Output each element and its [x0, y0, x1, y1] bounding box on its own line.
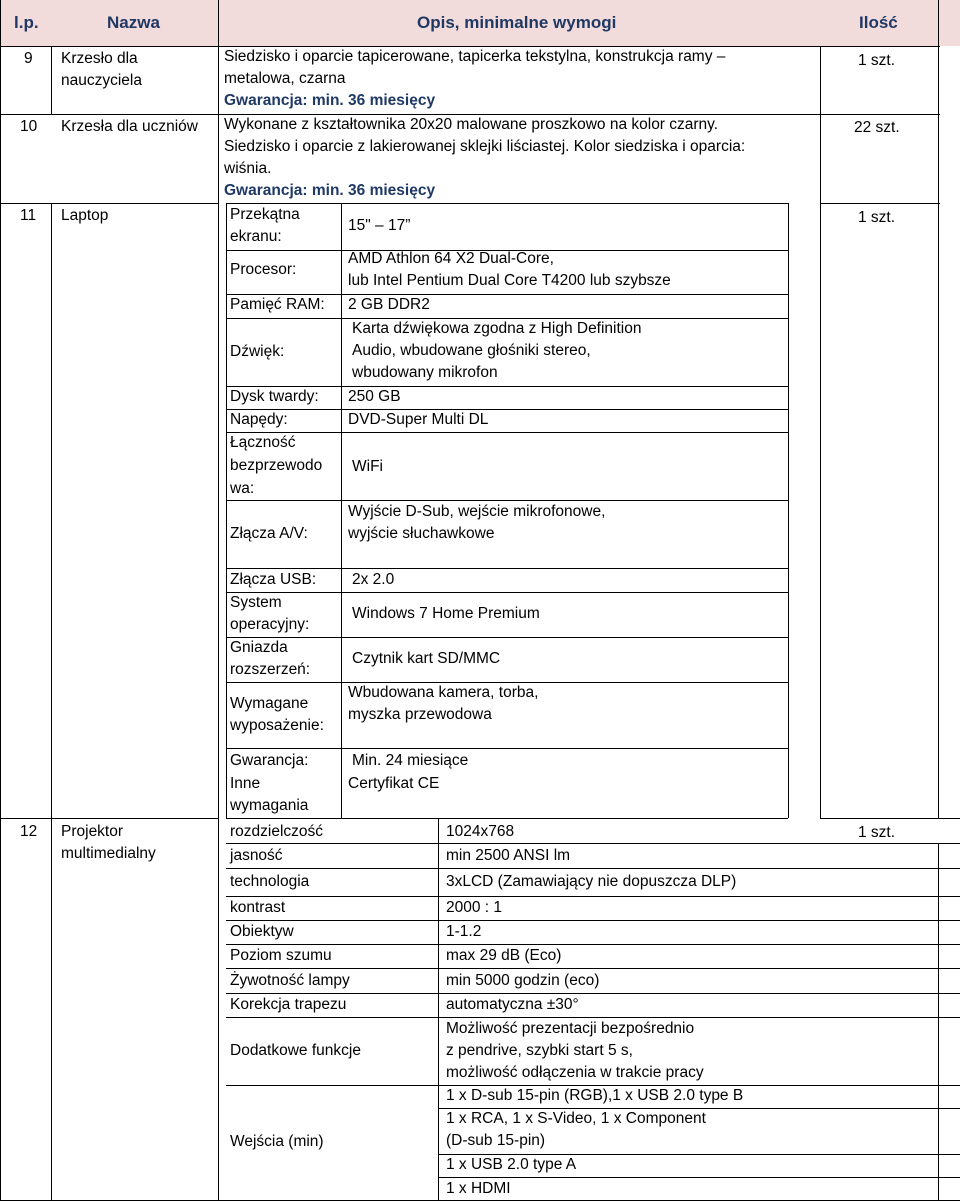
- row-number: 9: [24, 50, 33, 67]
- spec-value: Audio, wbudowane głośniki stereo,: [352, 342, 591, 359]
- spec-value: AMD Athlon 64 X2 Dual-Core,: [348, 250, 554, 267]
- spec-value: 1 x USB 2.0 type A: [446, 1156, 577, 1173]
- spec-value: myszka przewodowa: [348, 706, 492, 723]
- spec-value: 2000 : 1: [446, 899, 503, 916]
- item-qty: 22 szt.: [854, 119, 900, 136]
- item-desc: metalowa, czarna: [224, 70, 346, 87]
- spec-value: Windows 7 Home Premium: [352, 605, 540, 622]
- spec-value: Możliwość prezentacji bezpośrednio: [446, 1020, 695, 1037]
- spec-label: Pamięć RAM:: [230, 296, 325, 313]
- row-number: 10: [20, 118, 38, 135]
- spec-value: 1 x RCA, 1 x S-Video, 1 x Component: [446, 1110, 706, 1127]
- spec-label: wymagania: [230, 797, 309, 814]
- spec-value: Wbudowana kamera, torba,: [348, 684, 539, 701]
- item-name: nauczyciela: [61, 72, 142, 89]
- spec-label: kontrast: [230, 899, 286, 916]
- item-name: multimedialny: [61, 845, 156, 862]
- spec-value: 3xLCD (Zamawiający nie dopuszcza DLP): [446, 873, 737, 890]
- spec-value: 250 GB: [348, 388, 401, 405]
- spec-value: 1-1.2: [446, 923, 482, 940]
- header-lp: l.p.: [14, 13, 39, 32]
- spec-value: WiFi: [352, 458, 383, 475]
- spec-label: Obiektyw: [230, 923, 294, 940]
- spec-label: Przekątna: [230, 206, 300, 223]
- header-desc: Opis, minimalne wymogi: [417, 13, 617, 32]
- spec-label: rozdzielczość: [230, 823, 324, 840]
- item-desc: Siedzisko i oparcie z lakierowanej sklejki liściastej. Kolor siedziska i oparcia:: [224, 138, 746, 155]
- item-name: Laptop: [61, 207, 109, 224]
- spec-value: 1 x HDMI: [446, 1180, 511, 1197]
- spec-value: Certyfikat CE: [348, 775, 440, 792]
- spec-value: wyjście słuchawkowe: [348, 525, 495, 542]
- spec-value: DVD-Super Multi DL: [348, 411, 489, 428]
- spec-label: Gniazda: [230, 639, 288, 656]
- spec-value: Czytnik kart SD/MMC: [352, 650, 501, 667]
- spec-label: Korekcja trapezu: [230, 996, 347, 1013]
- spec-label: ekranu:: [230, 228, 282, 245]
- spec-label: wa:: [230, 480, 255, 497]
- spec-label: bezprzewodo: [230, 457, 323, 474]
- spec-label: Dysk twardy:: [230, 388, 319, 405]
- spec-value: Wyjście D-Sub, wejście mikrofonowe,: [348, 503, 606, 520]
- item-desc: Siedzisko i oparcie tapicerowane, tapicerka tekstylna, konstrukcja ramy –: [224, 48, 726, 65]
- spec-label: Wejścia (min): [230, 1133, 324, 1150]
- spec-value: 1 x D-sub 15-pin (RGB),1 x USB 2.0 type B: [446, 1087, 744, 1104]
- spec-value: min 2500 ANSI lm: [446, 847, 571, 864]
- header-qty: Ilość: [859, 13, 898, 32]
- item-warranty: Gwarancja: min. 36 miesięcy: [224, 92, 436, 109]
- item-desc: wiśnia.: [224, 160, 272, 177]
- spec-value: z pendrive, szybki start 5 s,: [446, 1042, 633, 1059]
- spec-label: Wymagane: [230, 695, 309, 712]
- spec-label: Żywotność lampy: [230, 972, 350, 989]
- spec-value: max 29 dB (Eco): [446, 947, 562, 964]
- spec-label: Dźwięk:: [230, 343, 285, 360]
- spec-value: 2x 2.0: [352, 571, 395, 588]
- spec-label: Dodatkowe funkcje: [230, 1042, 361, 1059]
- spec-label: Gwarancja:: [230, 752, 309, 769]
- spec-value: min 5000 godzin (eco): [446, 972, 600, 989]
- spec-value: 15" – 17”: [348, 217, 411, 234]
- spec-value: (D-sub 15-pin): [446, 1132, 546, 1149]
- row-number: 12: [20, 823, 38, 840]
- spec-value: automatyczna ±30°: [446, 996, 579, 1013]
- spec-value: lub Intel Pentium Dual Core T4200 lub szybsze: [348, 272, 671, 289]
- spec-value: 1024x768: [446, 823, 515, 840]
- header-name: Nazwa: [107, 13, 160, 32]
- spec-label: rozszerzeń:: [230, 661, 311, 678]
- spec-label: operacyjny:: [230, 616, 310, 633]
- item-qty: 1 szt.: [858, 209, 896, 226]
- spec-value: Min. 24 miesiące: [352, 752, 469, 769]
- spec-label: Złącza USB:: [230, 571, 317, 588]
- spec-label: Poziom szumu: [230, 947, 332, 964]
- item-qty: 1 szt.: [858, 824, 896, 841]
- spec-label: jasność: [230, 847, 283, 864]
- item-qty: 1 szt.: [858, 52, 896, 69]
- spec-value: 2 GB DDR2: [348, 296, 430, 313]
- spec-label: Łączność: [230, 434, 296, 451]
- item-desc: Wykonane z kształtownika 20x20 malowane proszkowo na kolor czarny.: [224, 116, 719, 133]
- spec-label: wyposażenie:: [230, 717, 324, 734]
- spec-label: Napędy:: [230, 411, 288, 428]
- item-warranty: Gwarancja: min. 36 miesięcy: [224, 182, 436, 199]
- table-header: [0, 0, 960, 46]
- spec-value: wbudowany mikrofon: [352, 364, 498, 381]
- spec-label: technologia: [230, 873, 310, 890]
- item-name: Krzesło dla: [61, 50, 138, 67]
- spec-label: Procesor:: [230, 261, 297, 278]
- spec-label: Inne: [230, 775, 261, 792]
- spec-value: możliwość odłączenia w trakcie pracy: [446, 1064, 704, 1081]
- row-number: 11: [20, 207, 37, 224]
- spec-label: System: [230, 594, 282, 611]
- spec-value: Karta dźwiękowa zgodna z High Definition: [352, 320, 642, 337]
- spec-label: Złącza A/V:: [230, 525, 308, 542]
- item-name: Projektor: [61, 823, 124, 840]
- item-name: Krzesła dla uczniów: [61, 118, 198, 135]
